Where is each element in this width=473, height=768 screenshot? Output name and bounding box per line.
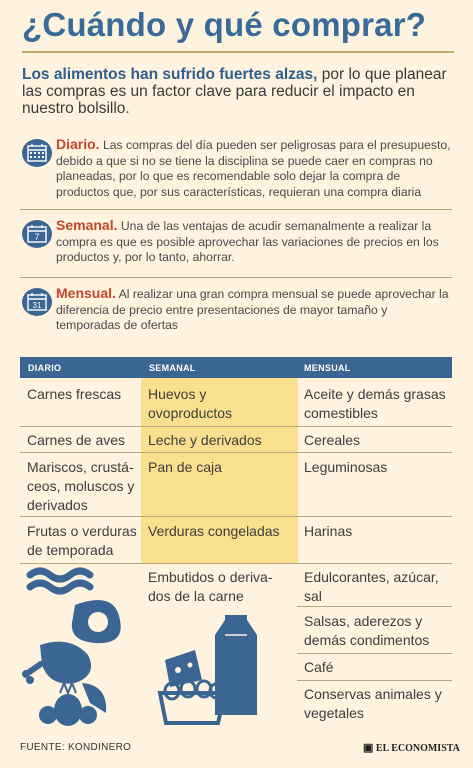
calendar-weekly-icon <box>22 220 52 248</box>
footer-brand <box>363 741 460 754</box>
section-semanal <box>20 218 452 270</box>
section-diario-lead: Diario. <box>56 136 100 152</box>
table-cell-diario: Carnes frescas <box>27 386 122 402</box>
table-cell-mensual: Cereales <box>304 432 361 448</box>
section-mensual <box>20 286 452 338</box>
calendar-weekly-number: 7 <box>34 232 40 242</box>
table-cell-diario: Mariscos, crustá-ceos, moluscos y derivados <box>27 459 135 513</box>
table-row-divider <box>20 452 452 453</box>
table-cell-semanal: Leche y derivados <box>148 432 262 448</box>
header-semanal: SEMANAL <box>149 363 196 373</box>
table-cell-mensual: Salsas, aderezos y demás condimentos <box>304 613 430 648</box>
section-diario <box>20 137 452 201</box>
table-cell-mensual: Edulcorantes, azúcar, sal <box>304 569 439 604</box>
table-row-divider <box>297 606 452 607</box>
section-semanal-lead: Semanal. <box>56 217 118 233</box>
table-row-divider <box>297 680 452 681</box>
table-row-divider <box>20 426 452 427</box>
food-illustration <box>20 565 300 730</box>
table-header <box>20 357 452 378</box>
section-semanal-text <box>56 218 452 266</box>
calendar-monthly-number: 31 <box>32 301 42 310</box>
intro-paragraph <box>22 66 452 117</box>
table-cell-mensual: Aceite y demás grasas comestibles <box>304 386 446 421</box>
section-diario-text <box>56 137 452 200</box>
header-diario: DIARIO <box>28 363 62 373</box>
page-title: ¿Cuándo y qué comprar? <box>22 6 427 43</box>
table-row-divider <box>20 563 452 564</box>
milk-carton-icon <box>215 615 257 715</box>
table-cell-diario: Carnes de aves <box>27 432 126 448</box>
section-divider <box>20 209 452 210</box>
section-mensual-lead: Mensual. <box>56 285 116 301</box>
egg-icon <box>72 600 121 643</box>
footer-brand-name: EL ECONOMISTA <box>375 743 460 754</box>
table-cell-mensual: Leguminosas <box>304 459 388 475</box>
intro-highlight: Los alimentos han sufrido fuertes alzas, <box>22 66 318 83</box>
chicken-leg-icon <box>22 642 91 684</box>
brand-logo-icon: ▣ <box>363 742 374 754</box>
header-mensual: MENSUAL <box>304 363 351 373</box>
table-cell-mensual: Harinas <box>304 523 353 539</box>
bacon-icon <box>30 571 90 591</box>
fruit-icon <box>39 683 106 726</box>
table-row-divider <box>20 516 452 517</box>
calendar-monthly-icon <box>22 288 52 316</box>
table-cell-semanal: Verduras congeladas <box>148 523 280 539</box>
table-cell-semanal: Embutidos o deriva-dos de la carne <box>148 569 273 604</box>
section-semanal-body: Una de las ventajas de acudir semanalmente a realizar la compra es que es posible aprovechar las variaciones de precios en los productos y, por lo tanto, ahorrar. <box>56 219 439 264</box>
footer-source: FUENTE: KONDINERO <box>20 742 132 753</box>
calendar-daily-icon <box>22 139 52 167</box>
section-mensual-text <box>56 286 452 334</box>
table-cell-semanal: Huevos y ovoproductos <box>148 386 233 421</box>
section-mensual-body: Al realizar una gran compra mensual se puede aprovechar la diferencia de precio entre presentaciones de mayor tamaño y temporadas de ofertas <box>56 287 449 332</box>
table-cell-diario: Frutas o verduras de temporada <box>27 523 137 558</box>
table-cell-mensual: Conservas animales y vegetales <box>304 686 442 721</box>
table-cell-semanal: Pan de caja <box>148 459 222 475</box>
section-diario-body: Las compras del día pueden ser peligrosas para el presupuesto, debido a que si no se tiene la disciplina se puede caer en compras no planeadas, por lo que es recomendable solo dejar la compra de productos que, por sus características, requieran una compra diaria <box>56 138 451 199</box>
table-cell-mensual: Café <box>304 659 334 675</box>
title-divider <box>22 51 454 53</box>
section-divider <box>20 277 452 278</box>
intro-text: por lo que planear las compras es un factor clave para reducir el impacto en nuestro bolsillo. <box>22 66 447 117</box>
table-row-divider <box>297 653 452 654</box>
